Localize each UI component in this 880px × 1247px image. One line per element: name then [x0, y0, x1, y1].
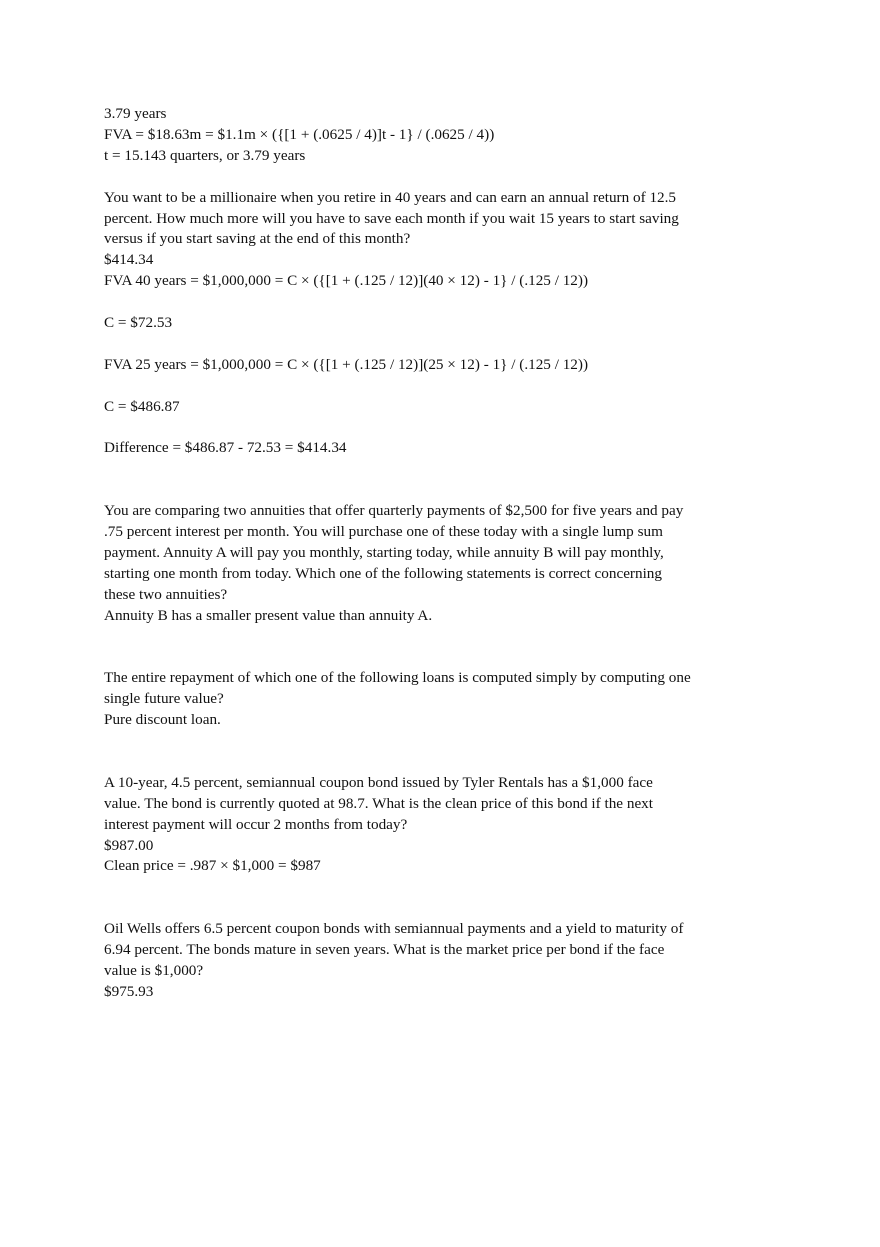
answer-text: $987.00 [104, 836, 154, 854]
spacer [104, 376, 744, 397]
spacer [104, 167, 744, 188]
formula-text: FVA = $18.63m = $1.1m × ({[1 + (.0625 / 4)]t - 1} / (.0625 / 4)) [104, 125, 495, 143]
answer-text: 3.79 years [104, 105, 167, 122]
question-block-clean-price [104, 773, 744, 878]
question-text: You want to be a millionaire when you retire in 40 years and can earn an annual return of 12.5 [104, 188, 677, 206]
spacer [104, 292, 744, 313]
question-text: percent. How much more will you have to save each month if you wait 15 years to start saving [104, 209, 679, 227]
question-text: versus if you start saving at the end of this month? [104, 230, 411, 248]
spacer [104, 334, 744, 355]
question-text: The entire repayment of which one of the following loans is computed simply by computing one [104, 669, 691, 687]
spacer [104, 480, 744, 501]
question-block-bond-price [104, 919, 744, 1003]
answer-text: Pure discount loan. [104, 711, 221, 729]
formula-text: FVA 40 years = $1,000,000 = C × ({[1 + (.125 / 12)](40 × 12) - 1} / (.125 / 12)) [104, 272, 589, 290]
spacer [104, 752, 744, 773]
question-text: value. The bond is currently quoted at 98.7. What is the clean price of this bond if the next [104, 794, 653, 812]
document-body [104, 104, 744, 1003]
formula-text: Clean price = .987 × $1,000 = $987 [104, 857, 321, 875]
question-block-millionaire [104, 188, 744, 460]
spacer [104, 647, 744, 668]
spacer [104, 459, 744, 480]
spacer [104, 731, 744, 752]
question-text: single future value? [104, 690, 224, 708]
result-text: C = $486.87 [104, 397, 180, 415]
question-text: payment. Annuity A will pay you monthly, starting today, while annuity B will pay monthly, [104, 543, 664, 561]
spacer [104, 898, 744, 919]
answer-text: Annuity B has a smaller present value than annuity A. [104, 606, 433, 624]
formula-text: FVA 25 years = $1,000,000 = C × ({[1 + (.125 / 12)](25 × 12) - 1} / (.125 / 12)) [104, 355, 589, 373]
question-text: interest payment will occur 2 months from today? [104, 815, 408, 833]
answer-block-fva-quarters [104, 104, 744, 167]
spacer [104, 877, 744, 898]
spacer [104, 627, 744, 648]
question-block-annuities [104, 501, 744, 626]
result-text: Difference = $486.87 - 72.53 = $414.34 [104, 439, 347, 457]
question-block-loan [104, 668, 744, 731]
answer-text: $975.93 [104, 982, 154, 1000]
answer-text: $414.34 [104, 251, 154, 269]
result-text: C = $72.53 [104, 314, 173, 332]
question-text: Oil Wells offers 6.5 percent coupon bonds with semiannual payments and a yield to maturity of [104, 920, 684, 938]
question-text: starting one month from today. Which one of the following statements is correct concerning [104, 564, 662, 582]
question-text: these two annuities? [104, 585, 228, 603]
question-text: You are comparing two annuities that offer quarterly payments of $2,500 for five years and pay [104, 502, 684, 520]
result-text: t = 15.143 quarters, or 3.79 years [104, 146, 306, 164]
question-text: A 10-year, 4.5 percent, semiannual coupon bond issued by Tyler Rentals has a $1,000 face [104, 773, 653, 791]
question-text: .75 percent interest per month. You will purchase one of these today with a single lump sum [104, 523, 663, 541]
question-text: 6.94 percent. The bonds mature in seven years. What is the market price per bond if the face [104, 941, 665, 959]
question-text: value is $1,000? [104, 961, 204, 979]
spacer [104, 418, 744, 439]
